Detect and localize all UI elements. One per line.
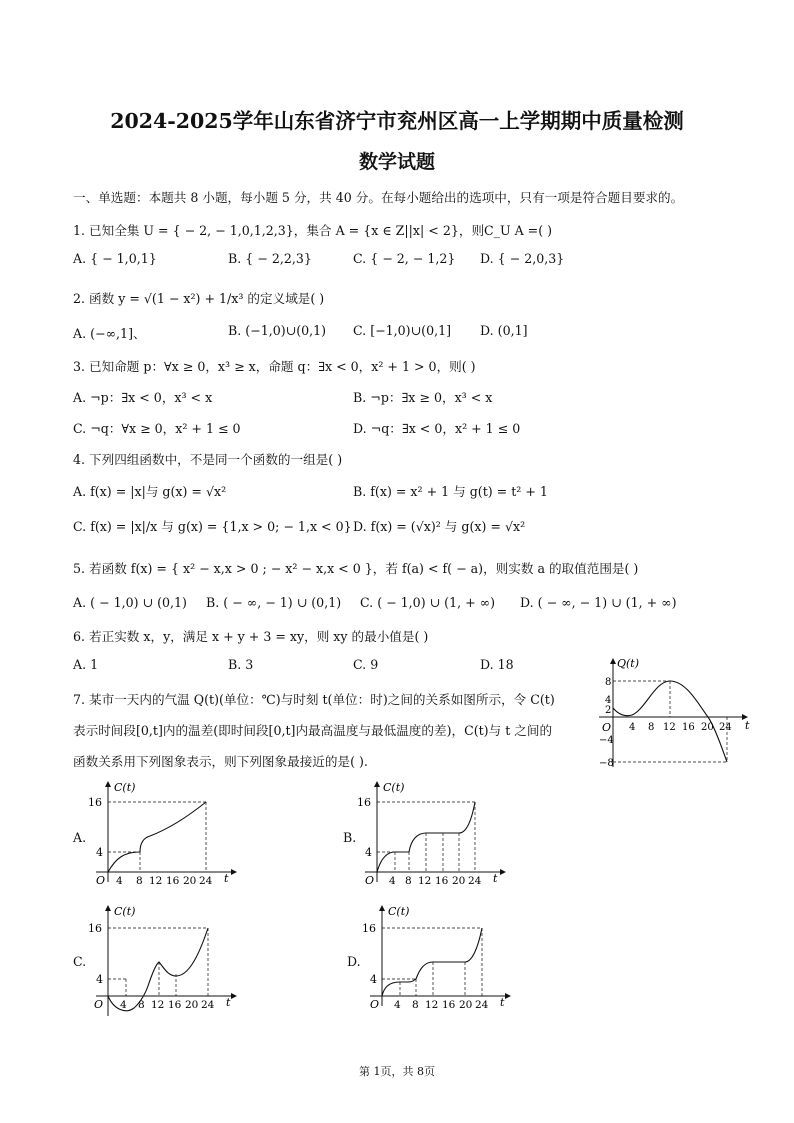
- q7-main-ytick-neg8: −8: [599, 758, 614, 769]
- q7-main-xtick-20: 20: [701, 722, 714, 733]
- q7-main-ytick-2: 2: [605, 705, 612, 716]
- q3-option-d: D. ¬q：∃x < 0，x² + 1 ≤ 0: [353, 421, 521, 436]
- q4-option-d: D. f(x) = (√x)² 与 g(x) = √x²: [353, 519, 526, 534]
- qc-xtick-12: 12: [151, 999, 165, 1011]
- qc-ylabel: C(t): [114, 905, 136, 918]
- q6-option-b: B. 3: [228, 657, 254, 672]
- qd-origin: O: [370, 998, 380, 1011]
- q2-option-c: C. [−1,0)∪(0,1]: [353, 323, 452, 338]
- q5-option-c: C. ( − 1,0) ∪ (1, + ∞): [360, 595, 496, 610]
- question-6-stem: 6. 若正实数 x，y，满足 x + y + 3 = xy，则 xy 的最小值是( ): [73, 629, 429, 644]
- qc-xtick-24: 24: [201, 999, 215, 1011]
- qb-xtick-8: 8: [405, 875, 412, 887]
- q3-option-b: B. ¬p：∃x ≥ 0，x³ < x: [353, 390, 493, 405]
- qd-ylabel: C(t): [388, 905, 410, 918]
- q7-main-origin: O: [602, 721, 612, 734]
- qa-xtick-12: 12: [149, 875, 163, 887]
- q7-option-c-label: C.: [73, 954, 87, 969]
- q7-main-xtick-12: 12: [663, 722, 676, 733]
- qa-xlabel: t: [224, 872, 229, 885]
- question-5-stem: 5. 若函数 f(x) = { x² − x,x > 0 ; − x² − x,x < 0 }，若 f(a) < f( − a)，则实数 a 的取值范围是( ): [73, 561, 639, 576]
- question-3-stem: 3. 已知命题 p：∀x ≥ 0，x³ ≥ x，命题 q：∃x < 0，x² + 1 > 0，则( ): [73, 359, 476, 374]
- q1-option-c: C. { − 2, − 1,2}: [353, 251, 456, 266]
- qd-curve: [382, 928, 482, 996]
- qa-ylabel: C(t): [114, 781, 136, 794]
- qd-xlabel: t: [500, 996, 505, 1009]
- q7-main-xlabel: t: [745, 719, 750, 732]
- page-title: 2024-2025学年山东省济宁市兖州区高一上学期期中质量检测: [110, 109, 684, 133]
- qa-ytick-16: 16: [88, 796, 102, 809]
- qc-xlabel: t: [226, 996, 231, 1009]
- q7-main-graph: [595, 655, 755, 775]
- qc-ytick-16: 16: [88, 922, 102, 935]
- qb-origin: O: [365, 874, 375, 887]
- q7-main-ylabel: Q(t): [617, 657, 640, 670]
- q2-option-a: A. (−∞,1]、: [73, 326, 146, 341]
- q2-option-b: B. (−1,0)∪(0,1): [228, 323, 327, 338]
- qd-xtick-12: 12: [425, 999, 439, 1011]
- qa-xtick-8: 8: [136, 875, 143, 887]
- q1-option-b: B. { − 2,2,3}: [228, 251, 312, 266]
- q7-main-ytick-4: 4: [605, 695, 612, 706]
- qb-ytick-16: 16: [357, 796, 371, 809]
- qc-ytick-4: 4: [96, 973, 103, 986]
- qa-origin: O: [96, 874, 106, 887]
- q7-main-ytick-8: 8: [605, 677, 612, 688]
- q4-option-c: C. f(x) = |x|/x 与 g(x) = {1,x > 0; − 1,x < 0}: [73, 519, 352, 534]
- qd-xtick-16: 16: [442, 999, 456, 1011]
- q7-option-d-graph: [360, 902, 520, 1012]
- question-7-stem-line-2: 表示时间段[0,t]内的温差(即时间段[0,t]内最高温度与最低温度的差)，C(t)与 t 之间的: [73, 723, 553, 738]
- q7-option-d-label: D.: [347, 954, 361, 969]
- q7-option-a-graph: [86, 778, 246, 888]
- qc-xtick-16: 16: [168, 999, 182, 1011]
- qb-xtick-20: 20: [452, 875, 466, 887]
- qc-xtick-20: 20: [185, 999, 199, 1011]
- page-subtitle: 数学试题: [358, 151, 435, 173]
- qb-ytick-4: 4: [365, 846, 372, 859]
- qd-xtick-8: 8: [412, 999, 419, 1011]
- question-4-stem: 4. 下列四组函数中，不是同一个函数的一组是( ): [73, 452, 343, 467]
- q6-option-c: C. 9: [353, 657, 379, 672]
- page-footer: 第 1页，共 8页: [359, 1065, 435, 1078]
- q5-option-d: D. ( − ∞, − 1) ∪ (1, + ∞): [520, 595, 677, 610]
- qb-curve: [377, 802, 475, 872]
- q5-option-a: A. ( − 1,0) ∪ (0,1): [73, 595, 187, 610]
- qa-ytick-4: 4: [96, 846, 103, 859]
- qd-ytick-16: 16: [362, 922, 376, 935]
- q6-option-a: A. 1: [73, 657, 99, 672]
- q7-option-b-graph: [355, 778, 515, 888]
- q7-option-c-graph: [86, 902, 246, 1020]
- question-2-stem: 2. 函数 y = √(1 − x²) + 1/x³ 的定义域是( ): [73, 291, 325, 306]
- qa-xtick-24: 24: [199, 875, 213, 887]
- q5-option-b: B. ( − ∞, − 1) ∪ (0,1): [206, 595, 342, 610]
- q3-option-a: A. ¬p：∃x < 0，x³ < x: [73, 390, 213, 405]
- q4-option-b: B. f(x) = x² + 1 与 g(t) = t² + 1: [353, 484, 548, 499]
- q7-main-xtick-24: 24: [719, 722, 732, 733]
- qd-xtick-4: 4: [394, 999, 401, 1011]
- q3-option-c: C. ¬q：∀x ≥ 0，x² + 1 ≤ 0: [73, 421, 241, 436]
- question-7-stem-line-1: 7. 某市一天内的气温 Q(t)(单位：℃)与时刻 t(单位：时)之间的关系如图所示，令 C(t): [73, 692, 555, 707]
- qd-xtick-20: 20: [459, 999, 473, 1011]
- qc-origin: O: [94, 998, 104, 1011]
- qd-ytick-4: 4: [370, 973, 377, 986]
- q7-option-a-label: A.: [73, 830, 87, 845]
- question-7-stem-line-3: 函数关系用下列图象表示，则下列图象最接近的是( ).: [73, 754, 368, 769]
- qc-xtick-4: 4: [120, 999, 127, 1011]
- q4-option-a: A. f(x) = |x|与 g(x) = √x²: [73, 484, 227, 499]
- q7-main-ytick-neg4: −4: [599, 735, 614, 746]
- q2-option-d: D. (0,1]: [480, 323, 528, 338]
- section-header: 一、单选题：本题共 8 小题，每小题 5 分，共 40 分。在每小题给出的选项中，只有一项是符合题目要求的。: [73, 190, 684, 205]
- qb-xtick-24: 24: [468, 875, 482, 887]
- qb-xlabel: t: [493, 872, 498, 885]
- qc-xtick-8: 8: [138, 999, 145, 1011]
- qb-xtick-12: 12: [418, 875, 432, 887]
- q7-main-xtick-4: 4: [629, 722, 636, 733]
- qa-xtick-4: 4: [116, 875, 123, 887]
- qb-xtick-4: 4: [389, 875, 396, 887]
- q1-option-d: D. { − 2,0,3}: [480, 251, 565, 266]
- qa-curve: [108, 802, 206, 872]
- qb-xtick-16: 16: [435, 875, 449, 887]
- q1-option-a: A. { − 1,0,1}: [73, 251, 157, 266]
- q6-option-d: D. 18: [480, 657, 514, 672]
- q7-option-b-label: B.: [343, 830, 357, 845]
- qd-xtick-24: 24: [475, 999, 489, 1011]
- qa-xtick-16: 16: [166, 875, 180, 887]
- qa-xtick-20: 20: [183, 875, 197, 887]
- q7-main-xtick-8: 8: [648, 722, 655, 733]
- question-1-stem: 1. 已知全集 U = { − 2, − 1,0,1,2,3}，集合 A = {x ∈ Z||x| < 2}，则C_U A =( ): [73, 223, 553, 238]
- q7-main-xtick-16: 16: [682, 722, 695, 733]
- qb-ylabel: C(t): [383, 781, 405, 794]
